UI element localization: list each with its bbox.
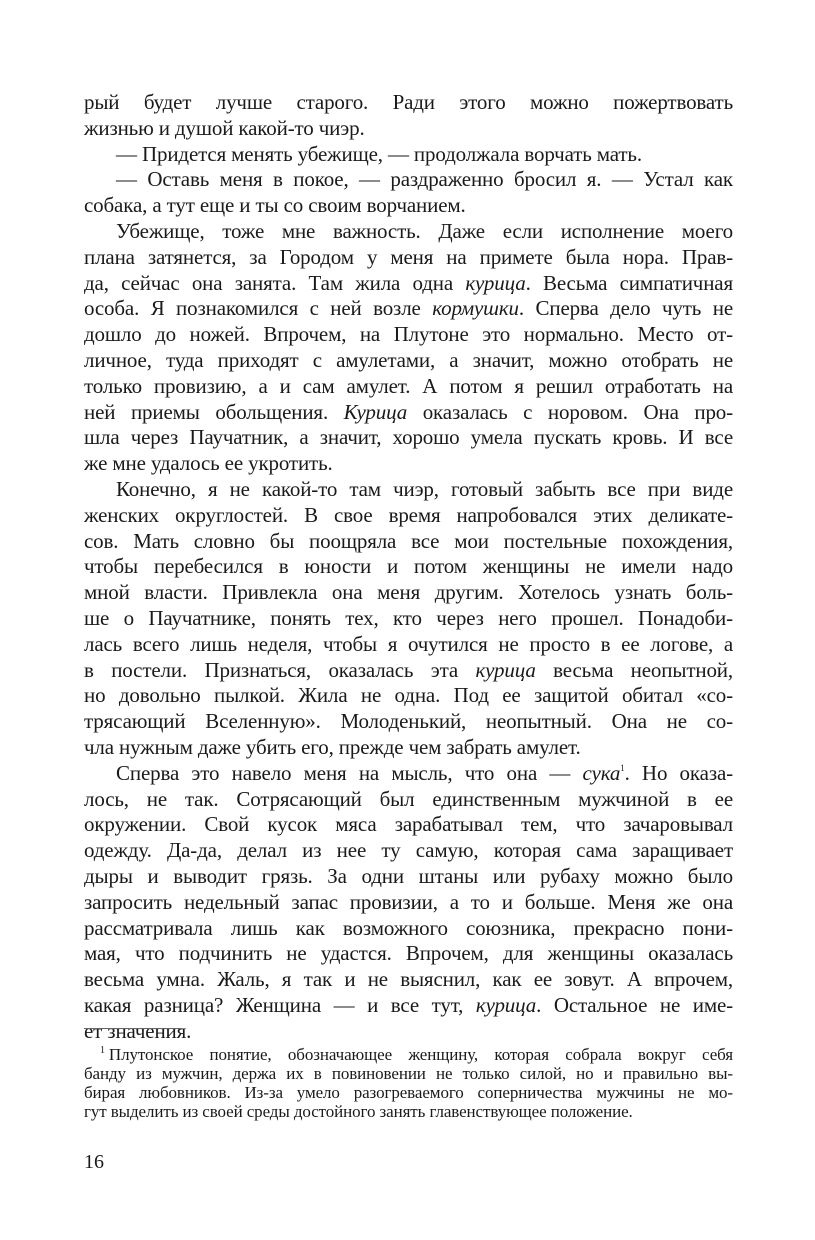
text-line: рый будет лучше старого. Ради этого можно пожертвовать <box>84 90 733 114</box>
page-number: 16 <box>84 1151 104 1173</box>
footnote-line <box>84 1045 733 1064</box>
text-line: мая, что подчинить не удастся. Впрочем, для женщины оказалась <box>84 941 733 966</box>
italic-term: кормушки <box>432 296 519 321</box>
footnote-mark: 1 <box>100 1045 105 1056</box>
text-run: Сперва это навело меня на мысль, что она — <box>116 760 583 785</box>
text-line <box>84 271 733 297</box>
italic-term: сука <box>582 760 621 785</box>
text-line: дошло до ножей. Впрочем, на Плутоне это нормально. Место от- <box>84 322 733 347</box>
italic-term: курица <box>475 657 536 682</box>
text-line: трясающий Вселенную». Молоденький, неопытный. Она не со- <box>84 709 733 734</box>
text-run: оказалась с норовом. Она про- <box>407 399 733 424</box>
text-line: но довольно пылкой. Жила не одна. Под ее защитой обитал «со- <box>84 683 733 708</box>
text-run: весьма неопытной, <box>535 657 733 682</box>
text-line: жизнью и душой какой-то чиэр. <box>84 115 365 140</box>
italic-term: курица <box>465 270 526 295</box>
text-run: . Сперва дело чуть не <box>518 296 733 321</box>
text-line: чла нужным даже убить его, прежде чем забрать амулет. <box>84 734 581 759</box>
text-line: лось, не так. Сотрясающий был единственным мужчиной в ее <box>84 786 733 811</box>
text-line: шла через Паучатник, а значит, хорошо умела пускать кровь. И все <box>84 425 733 450</box>
text-run: ней приемы обольщения. <box>84 399 344 424</box>
footnote-line: банду из мужчин, держа их в повиновении не только силой, но и правильно вы- <box>84 1064 733 1083</box>
text-run: да, сейчас она занята. Там жила одна <box>84 270 466 295</box>
footnote-line: бирая любовников. Из-за умело разогреваемого соперничества мужчины не мо- <box>84 1083 733 1102</box>
text-line: Убежище, тоже мне важность. Даже если исполнение моего <box>116 218 733 243</box>
text-line: окружении. Свой кусок мяса зарабатывал тем, что зачаровывал <box>84 812 733 837</box>
text-run: какая разница? Женщина — и все тут, <box>84 992 476 1017</box>
text-line: — Придется менять убежище, — продолжала ворчать мать. <box>116 141 642 166</box>
text-line: одежду. Да-да, делал из нее ту самую, которая сама заращивает <box>84 838 733 863</box>
text-line: рассматривала лишь как возможного союзника, прекрасно пони- <box>84 915 733 940</box>
footnote <box>84 1045 733 1121</box>
text-line: чтобы перебесился в юности и потом женщины не имели надо <box>84 554 733 579</box>
text-line: лась всего лишь неделя, чтобы я очутился не просто в ее логове, а <box>84 631 733 656</box>
footnote-ref[interactable]: 1 <box>620 762 625 773</box>
italic-term: курица <box>475 992 537 1017</box>
text-line <box>84 658 733 684</box>
text-line <box>84 296 733 322</box>
text-run: . Но оказа- <box>624 760 733 785</box>
text-run: . Остальное не име- <box>536 992 733 1017</box>
text-line: весьма умна. Жаль, я так и не выяснил, как ее зовут. А впрочем, <box>84 967 733 992</box>
text-line: — Оставь меня в покое, — раздраженно бросил я. — Устал как <box>116 167 733 192</box>
italic-term: Курица <box>343 399 408 424</box>
text-line: плана затянется, за Городом у меня на примете была нора. Прав- <box>84 244 733 269</box>
text-line: собака, а тут еще и ты со своим ворчанием. <box>84 193 466 218</box>
text-line: ет значения. <box>84 1018 192 1043</box>
main-text <box>84 90 733 1044</box>
text-run: . Весьма симпатичная <box>525 270 733 295</box>
footnote-line: гут выделить из своей среды достойного занять главенствующее положение. <box>84 1102 633 1121</box>
text-line: только провизию, а и сам амулет. А потом я решил отработать на <box>84 373 733 398</box>
text-line <box>84 761 733 787</box>
text-run: особа. Я познакомился с ней возле <box>84 296 433 321</box>
text-run: в постели. Признаться, оказалась эта <box>84 657 476 682</box>
text-line: мной власти. Привлекла она меня другим. Хотелось узнать боль- <box>84 580 733 605</box>
text-line <box>84 400 733 426</box>
text-line: личное, туда приходят с амулетами, а значит, можно отобрать не <box>84 347 733 372</box>
text-line: же мне удалось ее укротить. <box>84 451 333 476</box>
text-line: сов. Мать словно бы поощряла все мои постельные похождения, <box>84 528 733 553</box>
text-line: ше о Паучатнике, понять тех, кто через него прошел. Понадоби- <box>84 605 733 630</box>
footnote-text: Плутонское понятие, обозначающее женщину, которая собрала вокруг себя <box>108 1045 733 1064</box>
text-line: дыры и выводит грязь. За одни штаны или рубаху можно было <box>84 863 733 888</box>
text-line <box>84 993 733 1019</box>
footnote-separator <box>84 1028 182 1029</box>
text-line: женских округлостей. В свое время напробовался этих деликате- <box>84 502 733 527</box>
text-line: Конечно, я не какой-то там чиэр, готовый забыть все при виде <box>116 476 733 501</box>
text-line: запросить недельный запас провизии, а то и больше. Меня же она <box>84 889 733 914</box>
